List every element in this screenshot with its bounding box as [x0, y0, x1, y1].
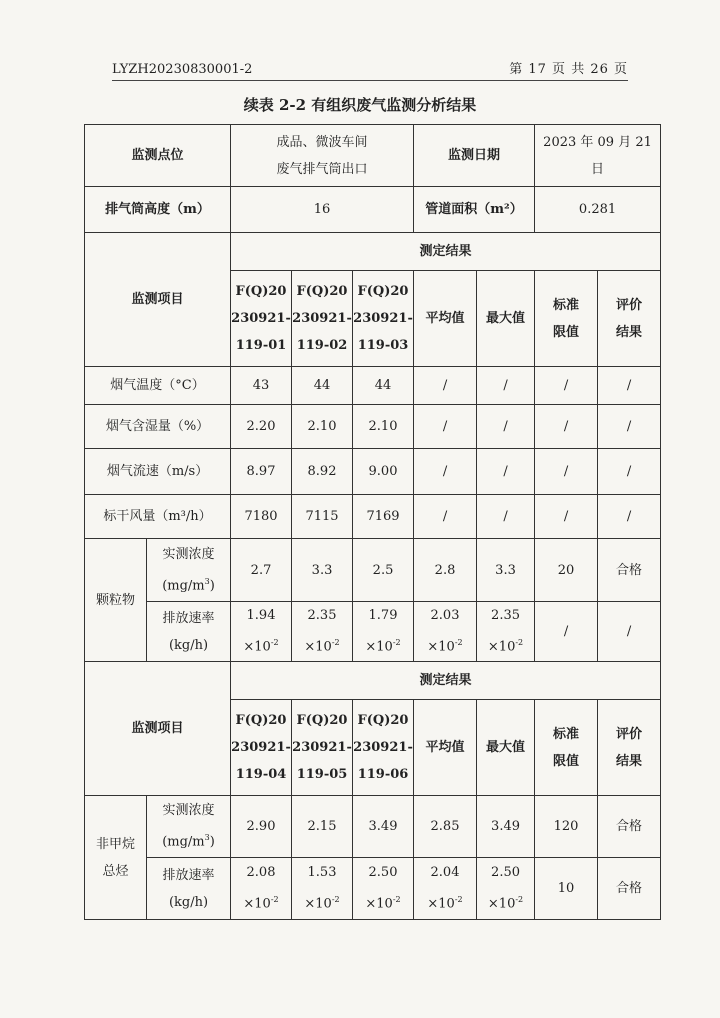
area-value: 0.281	[535, 187, 661, 233]
point-value: 成品、微波车间 废气排气筒出口	[231, 125, 414, 187]
height-value: 16	[231, 187, 414, 233]
result-header: 测定结果	[231, 662, 661, 700]
eval-header: 评价 结果	[598, 700, 661, 796]
date-label: 监测日期	[414, 125, 535, 187]
table-row: 烟气含湿量（%） 2.20 2.10 2.10 / / / /	[85, 405, 661, 449]
sample-id: F(Q)20 230921- 119-05	[292, 700, 353, 796]
pollutant-name: 非甲烷 总烃	[85, 796, 147, 920]
max-header: 最大值	[477, 700, 535, 796]
result-header: 测定结果	[231, 233, 661, 271]
point-label: 监测点位	[85, 125, 231, 187]
table-row: 排放速率 (kg/h) 2.08 $\times 10^{-2}$ 1.53 $\times 10^{-2}$ 2.50 $\times 10^{-2}$ 2.04 $\times 10^{-2}$ 2.50 $\times 10^{-2}$ 10 合格	[85, 858, 661, 920]
item-header: 监测项目	[85, 662, 231, 796]
table-row: 非甲烷 总烃 实测浓度 $(mg/m^3)$ 2.90 2.15 3.49 2.85 3.49 120 合格	[85, 796, 661, 858]
report-number: LYZH20230830001-2	[112, 62, 253, 77]
sample-id: F(Q)20 230921- 119-06	[353, 700, 414, 796]
limit-header: 标准 限值	[535, 271, 598, 367]
pollutant-name: 颗粒物	[85, 539, 147, 662]
item-header: 监测项目	[85, 233, 231, 367]
table-row: 标干风量（m³/h） 7180 7115 7169 / / / /	[85, 495, 661, 539]
page-header	[112, 58, 628, 81]
table-title: 续表 2-2 有组织废气监测分析结果	[243, 96, 477, 114]
date-value: 2023 年 09 月 21 日	[535, 125, 661, 187]
monitoring-table	[84, 124, 661, 920]
eval-header: 评价 结果	[598, 271, 661, 367]
sample-id: F(Q)20 230921- 119-02	[292, 271, 353, 367]
max-header: 最大值	[477, 271, 535, 367]
table-row: 排放速率 (kg/h) 1.94 $\times 10^{-2}$ 2.35 $\times 10^{-2}$ 1.79 $\times 10^{-2}$ 2.03 $\times 10^{-2}$ 2.35 $\times 10^{-2}$ / /	[85, 602, 661, 662]
avg-header: 平均值	[414, 700, 477, 796]
sample-id: F(Q)20 230921- 119-03	[353, 271, 414, 367]
limit-header: 标准 限值	[535, 700, 598, 796]
sample-id: F(Q)20 230921- 119-04	[231, 700, 292, 796]
table-row: 颗粒物 实测浓度 $(mg/m^3)$ 2.7 3.3 2.5 2.8 3.3 20 合格	[85, 539, 661, 602]
area-label: 管道面积（m²）	[414, 187, 535, 233]
page-number: 第 17 页 共 26 页	[509, 62, 628, 77]
height-label: 排气筒高度（m）	[85, 187, 231, 233]
sample-id: F(Q)20 230921- 119-01	[231, 271, 292, 367]
table-row: 烟气流速（m/s） 8.97 8.92 9.00 / / / /	[85, 449, 661, 495]
avg-header: 平均值	[414, 271, 477, 367]
table-row: 烟气温度（°C） 43 44 44 / / / /	[85, 367, 661, 405]
